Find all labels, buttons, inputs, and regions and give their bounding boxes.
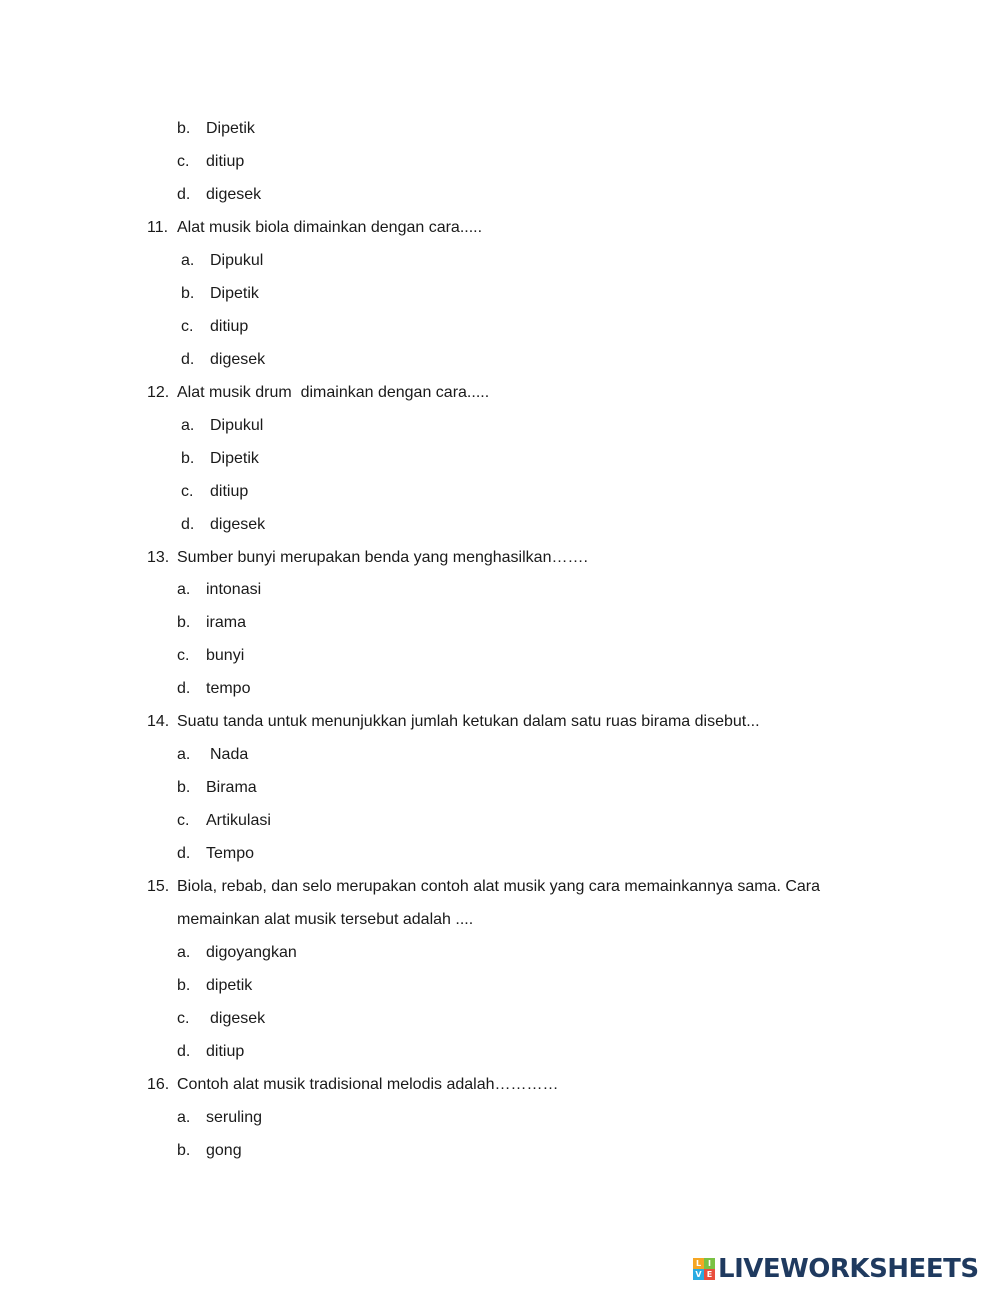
question-number: 12.	[147, 384, 170, 401]
question-number: 14.	[147, 713, 170, 730]
logo-icon-tile: L	[693, 1258, 704, 1269]
question-text: Suatu tanda untuk menunjukkan jumlah ketukan dalam satu ruas birama disebut...	[177, 713, 760, 730]
question-number: 16.	[147, 1076, 170, 1093]
question-text: Contoh alat musik tradisional melodis adalah…………	[177, 1076, 559, 1093]
option-text: Dipetik	[210, 450, 259, 467]
question-number: 13.	[147, 549, 170, 566]
question-text: Alat musik drum dimainkan dengan cara.....	[177, 384, 490, 401]
option-text: Dipetik	[210, 285, 259, 302]
option-letter: d.	[177, 845, 191, 862]
option-letter: a.	[177, 581, 191, 598]
option-letter: b.	[177, 1142, 191, 1159]
option-letter: b.	[177, 779, 191, 796]
option-letter: d.	[177, 186, 191, 203]
option-text: digesek	[206, 186, 262, 203]
option-text: irama	[206, 614, 247, 631]
option-text: intonasi	[206, 581, 262, 598]
question-text: Biola, rebab, dan selo merupakan contoh alat musik yang cara memainkannya sama. Cara	[177, 878, 821, 895]
logo-text: LIVEWORKSHEETS	[718, 1254, 979, 1284]
liveworksheets-logo-icon	[693, 1258, 715, 1280]
option-letter: c.	[177, 153, 190, 170]
option-text: digesek	[210, 516, 266, 533]
option-text: Nada	[210, 746, 249, 763]
question-number: 11.	[147, 219, 169, 236]
option-text: Dipetik	[206, 120, 255, 137]
option-text: bunyi	[206, 647, 245, 664]
logo-icon-tile: E	[704, 1269, 715, 1280]
option-letter: c.	[181, 318, 194, 335]
option-text: Artikulasi	[206, 812, 271, 829]
option-letter: d.	[177, 1043, 191, 1060]
question-text: Alat musik biola dimainkan dengan cara.....	[177, 219, 483, 236]
option-text: gong	[206, 1142, 242, 1159]
option-text: ditiup	[210, 483, 249, 500]
option-text: Birama	[206, 779, 257, 796]
option-letter: b.	[181, 285, 195, 302]
option-text: Tempo	[206, 845, 255, 862]
liveworksheets-logo	[693, 1256, 979, 1282]
option-text: Dipukul	[210, 417, 264, 434]
question-text: Sumber bunyi merupakan benda yang menghasilkan…….	[177, 549, 588, 566]
logo-icon-tile: I	[704, 1258, 715, 1269]
option-letter: c.	[181, 483, 194, 500]
logo-icon-tile: V	[693, 1269, 704, 1280]
option-letter: b.	[177, 977, 191, 994]
option-letter: a.	[177, 1109, 191, 1126]
option-text: ditiup	[206, 1043, 245, 1060]
option-text: ditiup	[210, 318, 249, 335]
option-letter: a.	[177, 746, 191, 763]
option-text: Dipukul	[210, 252, 264, 269]
option-letter: a.	[177, 944, 191, 961]
option-text: ditiup	[206, 153, 245, 170]
option-letter: c.	[177, 647, 190, 664]
option-letter: b.	[181, 450, 195, 467]
option-text: digesek	[210, 351, 266, 368]
option-text: tempo	[206, 680, 251, 697]
option-letter: b.	[177, 120, 191, 137]
option-text: seruling	[206, 1109, 263, 1126]
option-letter: d.	[181, 516, 195, 533]
option-text: digoyangkan	[206, 944, 297, 961]
option-letter: c.	[177, 812, 190, 829]
option-letter: c.	[177, 1010, 190, 1027]
option-letter: b.	[177, 614, 191, 631]
option-letter: d.	[181, 351, 195, 368]
option-letter: a.	[181, 417, 195, 434]
question-number: 15.	[147, 878, 170, 895]
question-text-continued: memainkan alat musik tersebut adalah ....	[177, 911, 474, 928]
option-letter: a.	[181, 252, 195, 269]
option-letter: d.	[177, 680, 191, 697]
option-text: digesek	[210, 1010, 266, 1027]
option-text: dipetik	[206, 977, 253, 994]
